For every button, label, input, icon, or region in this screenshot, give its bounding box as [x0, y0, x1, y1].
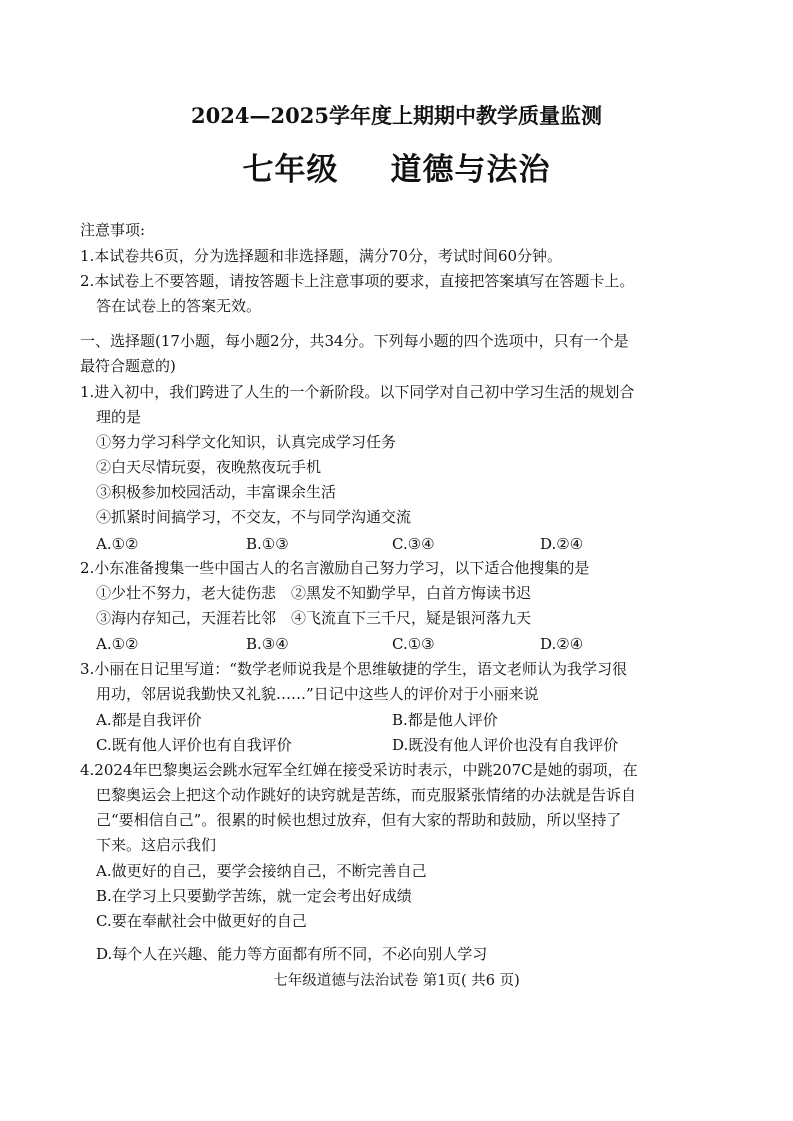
notice-heading: 注意事项:: [80, 221, 146, 239]
q2-option-c: C.①③: [392, 635, 435, 653]
q4-stem: 4.2024年巴黎奥运会跳水冠军全红婵在接受采访时表示，中跳207C是她的弱项，在: [80, 761, 638, 779]
q4-option-a: A.做更好的自己，要学会接纳自己，不断完善自己: [96, 862, 427, 880]
q3-option-d: D.既没有他人评价也没有自我评价: [392, 736, 619, 754]
section-heading: 一、选择题(17小题，每小题2分，共34分。下列每小题的四个选项中，只有一个是: [80, 332, 629, 350]
q2-option-a: A.①②: [96, 635, 139, 653]
q1-statement-3: ③积极参加校园活动，丰富课余生活: [96, 483, 337, 501]
q4-option-c: C.要在奉献社会中做更好的自己: [96, 912, 307, 930]
page-footer: 七年级道德与法治试卷 第1页( 共6 页): [273, 973, 520, 989]
q4-stem-cont-1: 巴黎奥运会上把这个动作跳好的诀窍就是苦练，而克服紧张情绪的办法就是告诉自: [96, 786, 637, 804]
grade-label: 七年级: [242, 152, 339, 188]
q2-option-d: D.②④: [540, 635, 584, 653]
q3-option-c: C.既有他人评价也有自我评价: [96, 736, 292, 754]
q1-statement-2: ②白天尽情玩耍，夜晚熬夜玩手机: [96, 458, 322, 476]
exam-subtitle: [0, 144, 793, 189]
q4-option-d: D.每个人在兴趣、能力等方面都有所不同，不必向别人学习: [96, 945, 488, 963]
q1-option-d: D.②④: [540, 535, 584, 553]
q1-stem: 1.进入初中，我们跨进了人生的一个新阶段。以下同学对自己初中学习生活的规划合: [80, 383, 635, 401]
q1-statement-4: ④抓紧时间搞学习，不交友，不与同学沟通交流: [96, 508, 412, 526]
q1-option-c: C.③④: [392, 535, 435, 553]
q1-statement-1: ①努力学习科学文化知识，认真完成学习任务: [96, 433, 397, 451]
q3-option-b: B.都是他人评价: [392, 711, 498, 729]
q4-stem-cont-2: 己“要相信自己”。很累的时候也想过放弃，但有大家的帮助和鼓励，所以坚持了: [96, 811, 622, 829]
q4-stem-cont-3: 下来。这启示我们: [96, 836, 217, 854]
notice-item-2-cont: 答在试卷上的答案无效。: [96, 297, 262, 315]
subject-label: 道德与法治: [390, 152, 551, 188]
q2-stem: 2.小东准备搜集一些中国古人的名言激励自己努力学习，以下适合他搜集的是: [80, 559, 590, 577]
section-heading-cont: 最符合题意的): [80, 357, 176, 375]
q2-statements-1: ①少壮不努力，老大徒伤悲 ②黑发不知勤学早，白首方悔读书迟: [96, 584, 532, 602]
notice-item-1: 1.本试卷共6页，分为选择题和非选择题，满分70分，考试时间60分钟。: [80, 247, 563, 265]
q3-stem: 3.小丽在日记里写道：“数学老师说我是个思维敏捷的学生，语文老师认为我学习很: [80, 660, 627, 678]
exam-title: 2024—2025学年度上期期中教学质量监测: [191, 103, 602, 128]
notice-item-2: 2.本试卷上不要答题，请按答题卡上注意事项的要求，直接把答案填写在答题卡上。: [80, 272, 635, 290]
q3-option-a: A.都是自我评价: [96, 711, 202, 729]
q2-option-b: B.③④: [246, 635, 289, 653]
q3-stem-cont: 用功，邻居说我勤快又礼貌……”日记中这些人的评价对于小丽来说: [96, 685, 539, 703]
q1-stem-cont: 理的是: [96, 408, 142, 426]
q1-option-b: B.①③: [246, 535, 289, 553]
q4-option-b: B.在学习上只要勤学苦练，就一定会考出好成绩: [96, 887, 412, 905]
q2-statements-2: ③海内存知己，天涯若比邻 ④飞流直下三千尺，疑是银河落九天: [96, 609, 532, 627]
q1-option-a: A.①②: [96, 535, 139, 553]
